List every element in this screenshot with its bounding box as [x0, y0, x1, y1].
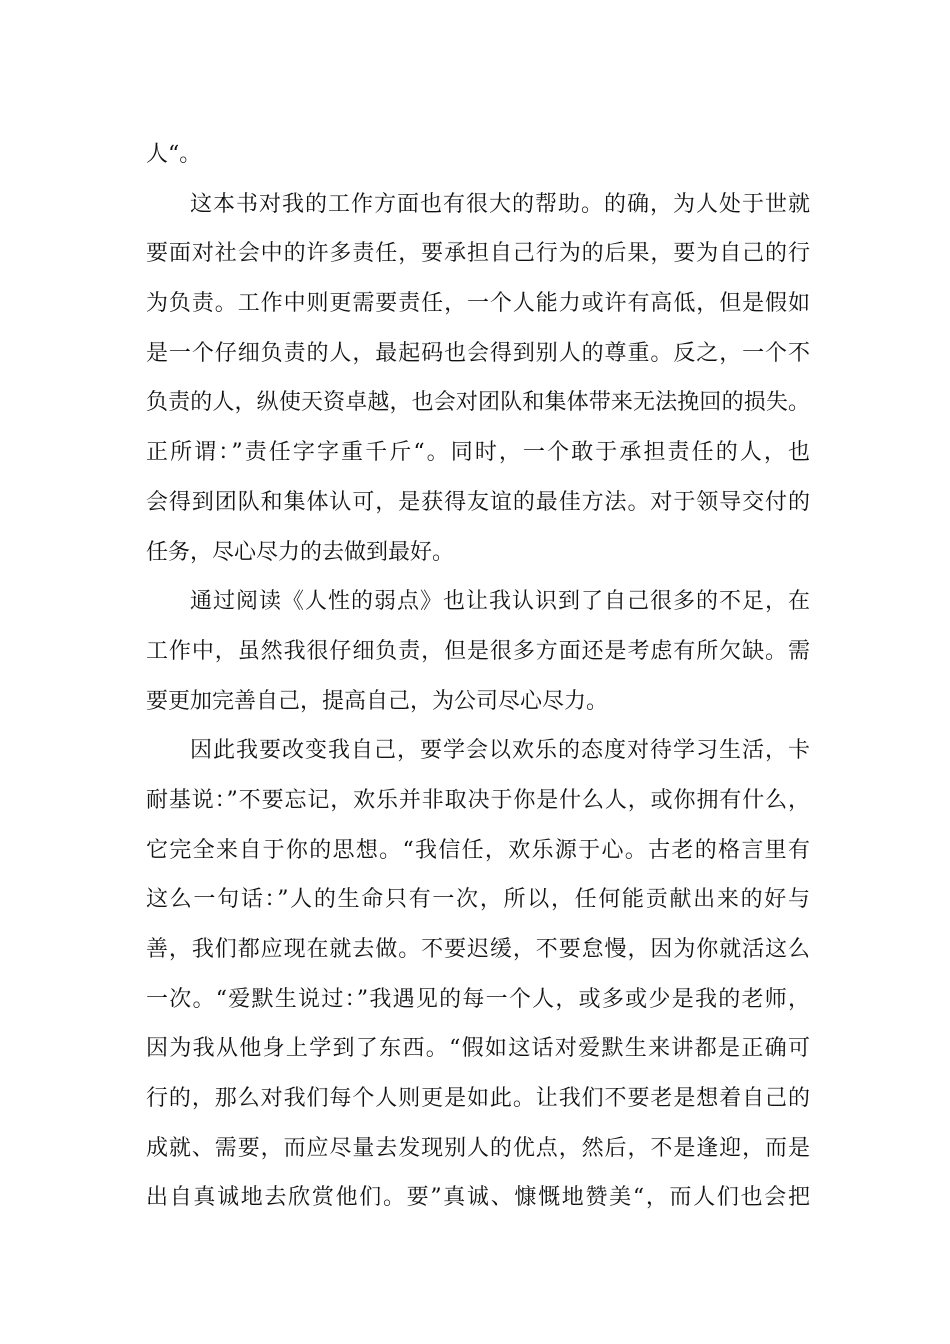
text-line: 要面对社会中的许多责任，要承担自己行为的后果，要为自己的行 [146, 241, 810, 267]
text-line: 出自真诚地去欣赏他们。要”真诚、慷慨地赞美“，而人们也会把 [146, 1185, 810, 1211]
text-line: 因为我从他身上学到了东西。“假如这话对爱默生来讲都是正确可 [146, 1036, 810, 1062]
text-line: 任务，尽心尽力的去做到最好。 [146, 539, 455, 565]
text-line: 负责的人，纵使天资卓越，也会对团队和集体带来无法挽回的损失。 [146, 390, 810, 416]
text-line: 这本书对我的工作方面也有很大的帮助。的确，为人处于世就 [190, 191, 810, 217]
text-line: 这么一句话：”人的生命只有一次，所以，任何能贡献出来的好与 [146, 887, 810, 913]
text-line: 正所谓：”责任字字重千斤“。同时，一个敢于承担责任的人，也 [146, 440, 810, 466]
body-text [146, 130, 810, 1223]
text-line: 因此我要改变我自己，要学会以欢乐的态度对待学习生活，卡 [190, 738, 810, 764]
text-line: 成就、需要，而应尽量去发现别人的优点，然后，不是逢迎，而是 [146, 1135, 810, 1161]
text-line: 是一个仔细负责的人，最起码也会得到别人的尊重。反之，一个不 [146, 340, 810, 366]
text-line: 要更加完善自己，提高自己，为公司尽心尽力。 [146, 688, 609, 714]
text-line: 工作中，虽然我很仔细负责，但是很多方面还是考虑有所欠缺。需 [146, 638, 810, 664]
text-line: 行的，那么对我们每个人则更是如此。让我们不要老是想着自己的 [146, 1086, 810, 1112]
text-line: 人“。 [146, 142, 202, 167]
text-line: 通过阅读《人性的弱点》也让我认识到了自己很多的不足，在 [190, 589, 810, 615]
text-line: 善，我们都应现在就去做。不要迟缓，不要怠慢，因为你就活这么 [146, 937, 810, 962]
text-line: 耐基说：”不要忘记，欢乐并非取决于你是什么人，或你拥有什么， [146, 787, 810, 813]
text-line: 为负责。工作中则更需要责任，一个人能力或许有高低，但是假如 [146, 291, 810, 317]
text-line: 它完全来自于你的思想。“我信任，欢乐源于心。古老的格言里有 [146, 837, 810, 863]
text-line: 一次。“爱默生说过：”我遇见的每一个人，或多或少是我的老师， [146, 986, 810, 1012]
text-line: 会得到团队和集体认可，是获得友谊的最佳方法。对于领导交付的 [146, 489, 810, 515]
